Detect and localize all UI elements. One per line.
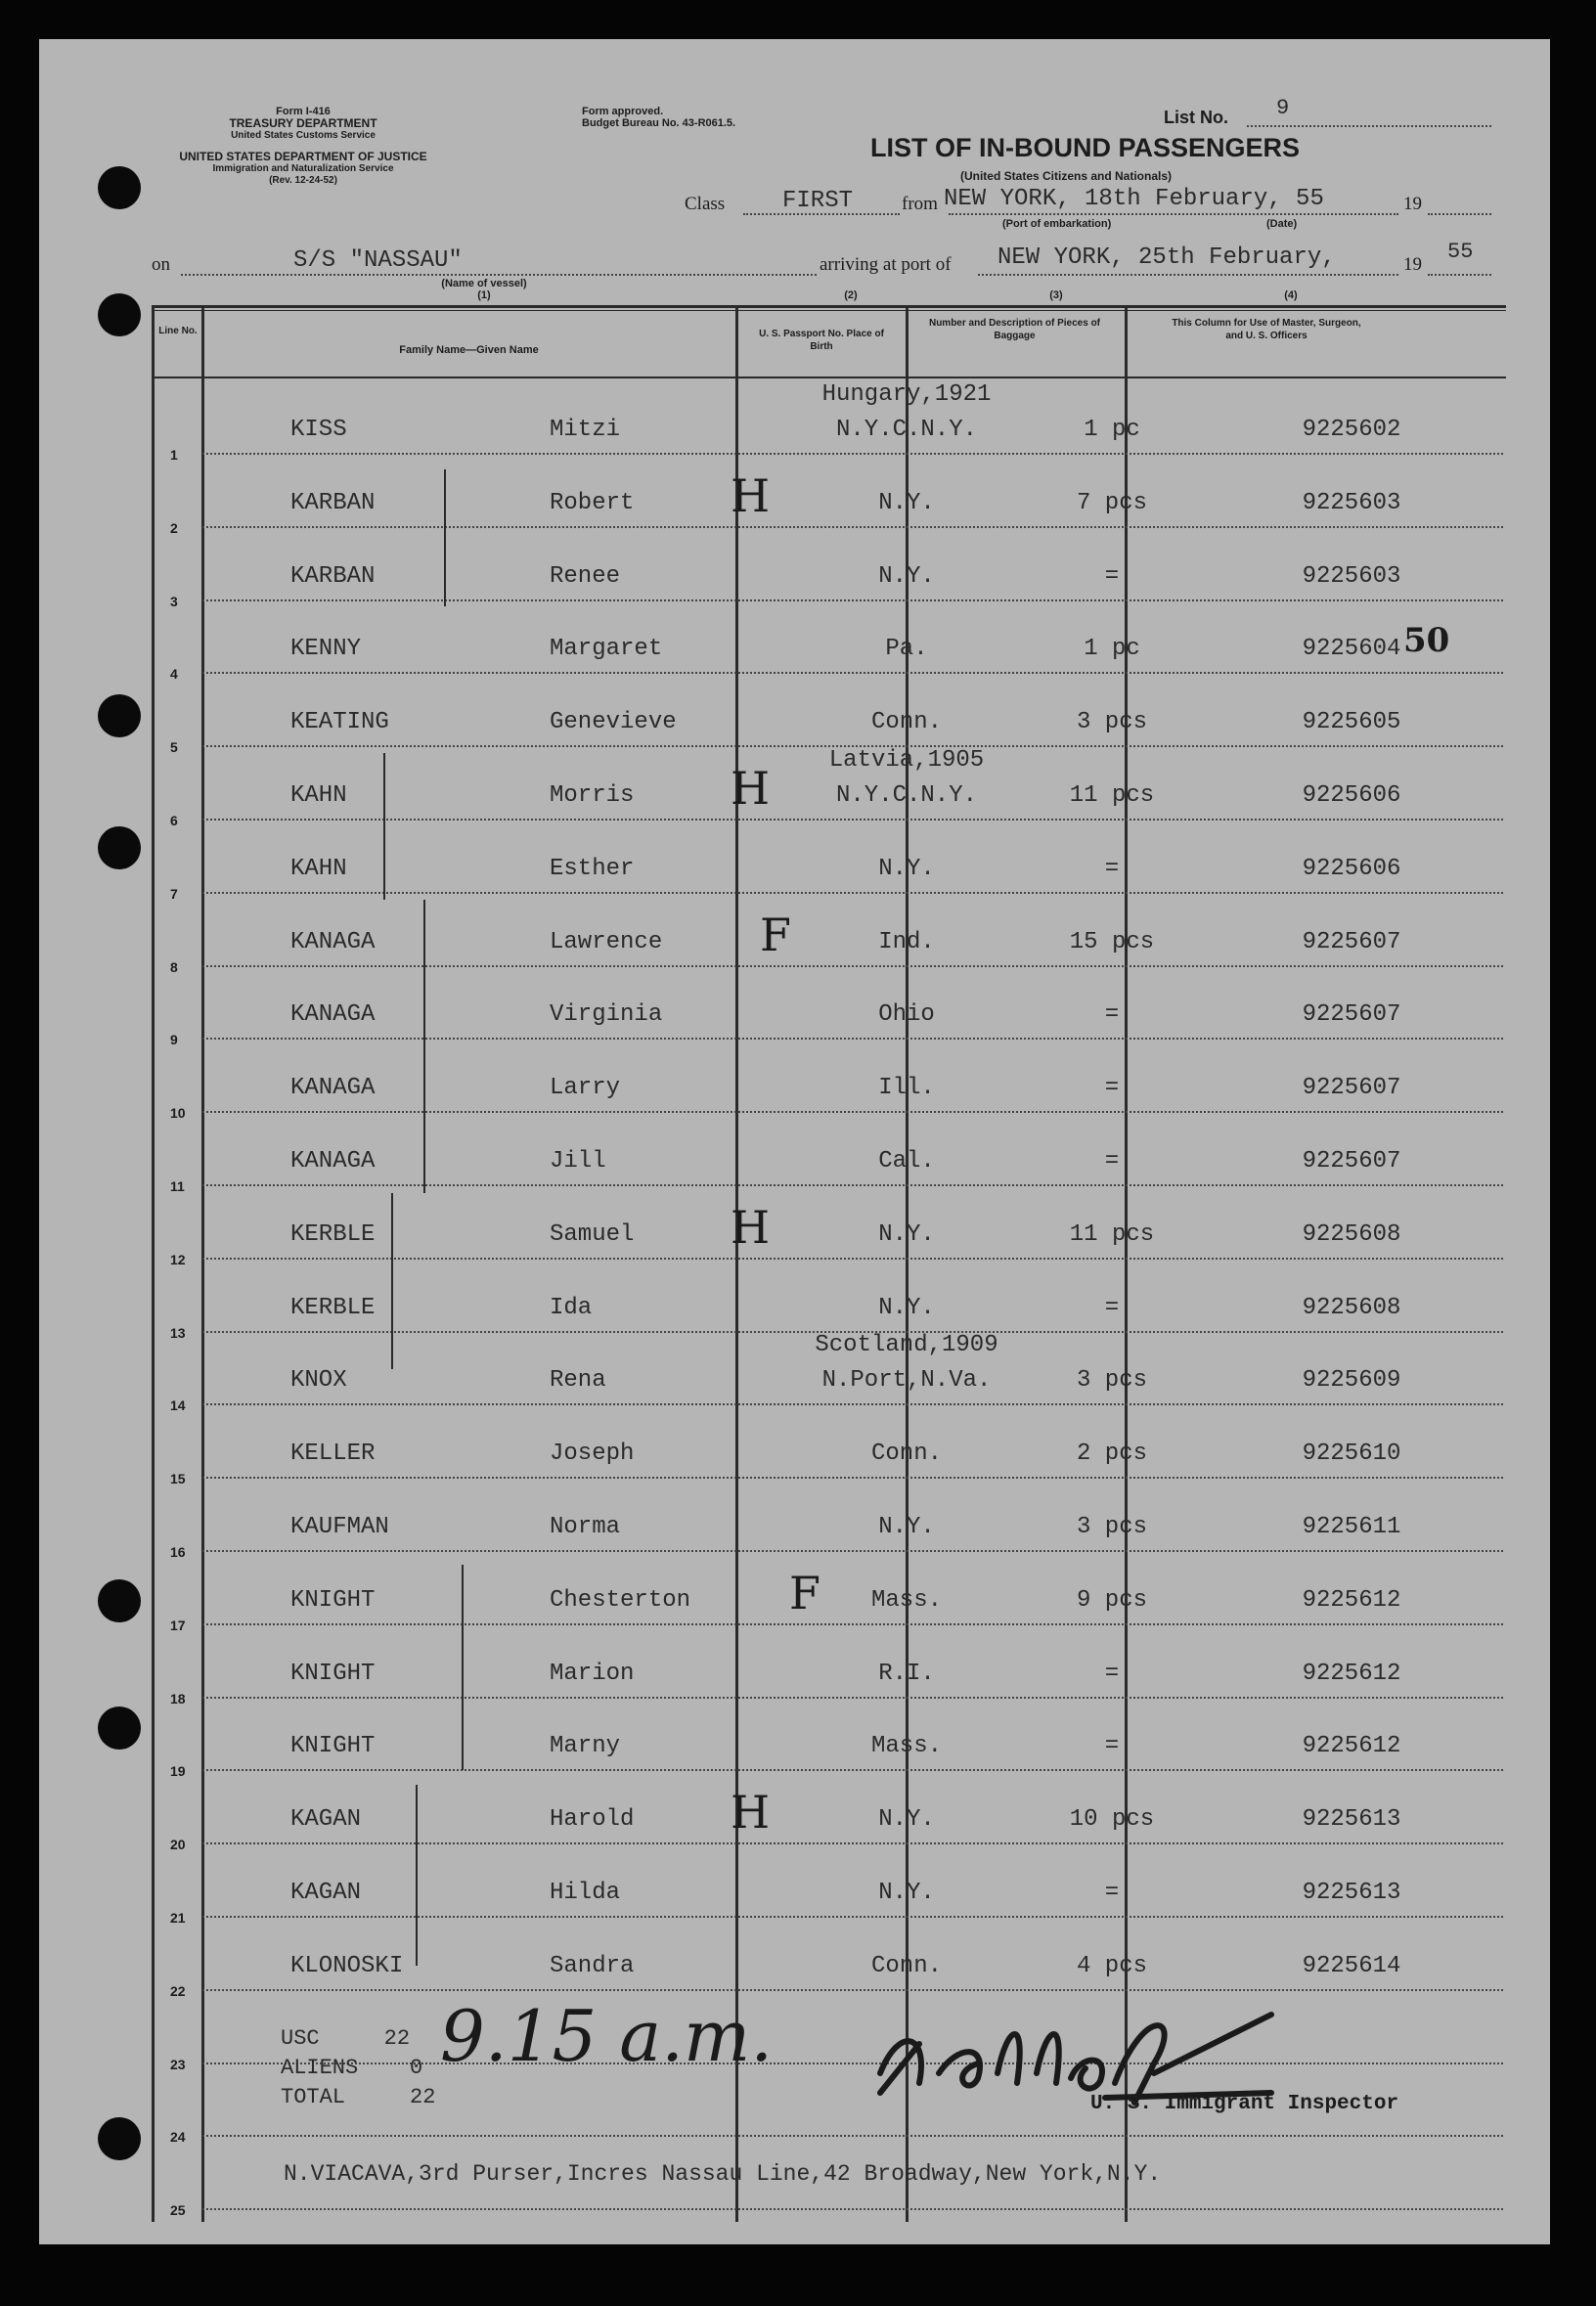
baggage-count: 15 pcs [1069,928,1155,955]
baggage-count: 11 pcs [1069,1220,1155,1248]
handwritten-mark: H [731,1786,771,1840]
handwritten-mark: F [760,908,791,961]
line-number: 1 [170,447,178,463]
officer-number: 9225608 [1302,1294,1401,1321]
line-number: 24 [170,2129,186,2146]
table-row [170,600,1503,683]
line-number: 8 [170,958,178,975]
officer-number: 9225612 [1302,1733,1401,1760]
given-name: Harold [550,1806,635,1834]
date-label: (Date) [1266,218,1298,230]
col-line-no: Line No. [158,326,198,336]
col-family-given: Family Name—Given Name [399,344,539,356]
table-row [170,674,1503,756]
baggage-count: 3 pcs [1076,1367,1147,1395]
officer-number: 9225613 [1302,1806,1401,1834]
department-of-justice: UNITED STATES DEPARTMENT OF JUSTICE [179,150,427,163]
place-of-birth: Cal. [878,1148,935,1175]
arriving-label: arriving at port of [820,254,952,275]
place-of-birth: Conn. [870,709,942,736]
binder-hole [98,2117,141,2160]
aliens-label: ALIENS [281,2056,359,2080]
table-row [170,966,1503,1048]
place-of-birth: Conn. [870,1952,942,1979]
baggage-count: 10 pcs [1069,1806,1155,1834]
officer-number: 9225602 [1302,417,1401,443]
list-no-label: List No. [1164,108,1228,127]
baggage-count: 7 pcs [1076,489,1147,516]
vessel-label: (Name of vessel) [441,278,527,289]
officer-number: 9225612 [1302,1586,1401,1614]
baggage-count: 4 pcs [1076,1952,1147,1979]
usc-value: 22 [383,2026,411,2051]
family-name: KNIGHT [290,1733,376,1760]
arrival-year: 55 [1447,240,1474,264]
handwritten-time: 9.15 a.m. [440,1995,774,2077]
margin-note: 50 [1403,621,1450,660]
line-number: 13 [170,1324,186,1341]
table-row [170,894,1503,975]
given-name: Rena [550,1367,606,1395]
given-name: Jill [550,1148,606,1175]
col-num-4: (4) [1284,289,1298,301]
baggage-count: = [1104,1001,1120,1029]
officer-number: 9225606 [1302,782,1401,809]
officer-number: 9225607 [1302,1001,1401,1029]
binder-hole [98,1707,141,1750]
family-name: KLONOSKI [290,1952,404,1979]
binder-hole [98,826,141,869]
line-number: 10 [170,1105,186,1122]
col-baggage: Number and Description of Pieces of Baggage [928,318,1101,341]
officer-number: 9225609 [1302,1367,1401,1395]
family-name: KARBAN [290,562,376,590]
table-row [170,1186,1503,1267]
table-row [170,1040,1503,1122]
col-num-2: (2) [844,289,858,301]
given-name: Morris [550,782,635,809]
line-number: 12 [170,1251,186,1267]
family-name: KAGAN [290,1880,362,1906]
place-of-birth: N.Port,N.Va. [821,1367,992,1395]
total-value: 22 [410,2085,436,2109]
officer-number: 9225606 [1302,855,1401,882]
given-name: Marion [550,1660,635,1687]
table-row [170,528,1503,609]
given-name: Robert [550,489,635,516]
officer-number: 9225603 [1302,562,1401,590]
given-name: Norma [550,1514,621,1540]
baggage-count: 2 pcs [1076,1441,1147,1468]
binder-hole [98,293,141,336]
line-number: 18 [170,1690,186,1707]
family-name: KAUFMAN [290,1514,389,1540]
family-name: KANAGA [290,1075,376,1102]
place-of-birth: Ill. [878,1075,935,1102]
place-of-birth: N.Y. [878,1880,935,1906]
given-name: Chesterton [550,1586,691,1614]
place-of-birth: N.Y.C.N.Y. [835,782,978,809]
from-label: from [902,194,938,214]
handwritten-mark: H [731,762,771,815]
line-number: 5 [170,739,178,756]
usc-label: USC [281,2026,320,2051]
line-number: 16 [170,1544,186,1560]
on-label: on [152,254,170,275]
place-of-birth: N.Y. [878,1514,935,1540]
family-name: KNOX [290,1367,347,1395]
vessel-col-num: (1) [477,289,491,301]
handwritten-mark: H [731,1200,771,1254]
baggage-count: = [1104,1660,1120,1687]
birth-country-year: Hungary,1921 [821,381,992,408]
officer-number: 9225604 [1302,636,1401,663]
form-page [39,39,1550,2244]
place-of-birth: Mass. [870,1733,942,1760]
family-name: KENNY [290,636,362,663]
family-name: KAHN [290,855,347,882]
col-num-3: (3) [1049,289,1063,301]
line-number: 7 [170,885,178,902]
table-row [170,747,1503,828]
place-of-birth: R.I. [878,1660,935,1687]
treasury-department: TREASURY DEPARTMENT [229,116,377,130]
line-number: 22 [170,1982,186,1999]
officer-number: 9225608 [1302,1220,1401,1248]
baggage-count: = [1104,1075,1120,1102]
baggage-count: = [1104,562,1120,590]
line-number: 19 [170,1763,186,1780]
baggage-count: = [1104,855,1120,882]
form-approved: Form approved. [582,106,664,117]
officer-number: 9225607 [1302,1075,1401,1102]
line-number: 25 [170,2202,186,2219]
family-name: KELLER [290,1441,376,1468]
officer-number: 9225605 [1302,709,1401,736]
line-number: 20 [170,1837,186,1853]
line-number: 11 [170,1178,185,1194]
given-name: Larry [550,1075,621,1102]
officer-number: 9225613 [1302,1880,1401,1906]
given-name: Virginia [550,1001,663,1029]
family-name: KNIGHT [290,1660,376,1687]
place-of-birth: Ind. [878,928,935,955]
place-of-birth: N.Y. [878,1294,935,1321]
family-name: KANAGA [290,1001,376,1029]
birth-country-year: Latvia,1905 [828,747,985,774]
totals-block [281,2024,435,2112]
baggage-count: 3 pcs [1076,1514,1147,1540]
given-name: Genevieve [550,709,677,736]
given-name: Lawrence [550,928,663,955]
from-value: NEW YORK, 18th February, 55 [944,186,1324,212]
revision-date: (Rev. 12-24-52) [269,175,337,186]
place-of-birth: N.Y. [878,562,935,590]
table-row [170,455,1503,536]
officer-number: 9225603 [1302,489,1401,516]
baggage-count: = [1104,1148,1120,1175]
line-number: 2 [170,519,178,536]
given-name: Esther [550,855,635,882]
budget-bureau: Budget Bureau No. 43-R061.5. [582,117,736,129]
birth-country-year: Scotland,1909 [815,1332,998,1359]
place-of-birth: Mass. [870,1586,942,1614]
place-of-birth: N.Y.C.N.Y. [835,417,978,443]
table-row [170,820,1503,902]
family-name: KAHN [290,782,347,809]
customs-service: United States Customs Service [231,130,376,141]
given-name: Mitzi [550,417,621,443]
family-name: KERBLE [290,1294,376,1321]
line-number: 3 [170,593,178,609]
line-number: 17 [170,1617,186,1633]
total-label: TOTAL [281,2085,346,2109]
col-passport-place: U. S. Passport No. Place of Birth [759,329,884,352]
given-name: Joseph [550,1441,635,1468]
officer-number: 9225611 [1302,1514,1401,1540]
table-row [170,1260,1503,1341]
family-name: KNIGHT [290,1586,376,1614]
line-number: 23 [170,2056,186,2072]
officer-number: 9225612 [1302,1660,1401,1687]
year-prefix-from: 19 [1403,194,1422,214]
inspector-label: U. S. Immigrant Inspector [1090,2093,1399,2115]
family-name: KISS [290,417,347,443]
place-of-birth: N.Y. [878,1806,935,1834]
officer-number: 9225614 [1302,1952,1401,1979]
table-row [170,381,1503,463]
binder-hole [98,1579,141,1622]
baggage-count: 3 pcs [1076,709,1147,736]
given-name: Renee [550,562,621,590]
vessel-name: S/S "NASSAU" [293,247,463,274]
line-number: 9 [170,1032,178,1048]
class-value: FIRST [782,188,854,214]
family-name: KERBLE [290,1220,376,1248]
year-prefix-arrive: 19 [1403,254,1422,275]
port-embarkation-label: (Port of embarkation) [1002,218,1112,230]
given-name: Hilda [550,1880,621,1906]
line-number: 21 [170,1910,186,1926]
baggage-count: = [1104,1294,1120,1321]
place-of-birth: Pa. [885,636,928,663]
line-number: 4 [170,666,178,683]
line-number: 14 [170,1397,186,1414]
page-subtitle: (United States Citizens and Nationals) [959,169,1173,183]
form-number: Form I-416 [276,106,331,117]
place-of-birth: N.Y. [878,855,935,882]
purser-line: N.VIACAVA,3rd Purser,Incres Nassau Line,42 Broadway,New York,N.Y. [284,2161,1162,2187]
baggage-count: 1 pc [1084,417,1140,443]
given-name: Sandra [550,1952,635,1979]
handwritten-mark: H [731,468,771,522]
arriving-port: NEW YORK, 25th February, [998,244,1336,271]
handwritten-mark: F [789,1566,820,1619]
line-number: 15 [170,1471,186,1487]
baggage-count: 1 pc [1084,636,1140,663]
family-name: KANAGA [290,1148,376,1175]
given-name: Margaret [550,636,663,663]
family-name: KANAGA [290,928,376,955]
binder-hole [98,694,141,737]
list-no-value: 9 [1276,96,1290,120]
officer-number: 9225610 [1302,1441,1401,1468]
baggage-count: 11 pcs [1069,782,1155,809]
col-officers: This Column for Use of Master, Surgeon, and U. S. Officers [1172,318,1361,341]
ins-service: Immigration and Naturalization Service [212,163,394,174]
officer-number: 9225607 [1302,1148,1401,1175]
family-name: KEATING [290,709,389,736]
place-of-birth: Ohio [878,1001,935,1029]
baggage-count: 9 pcs [1076,1586,1147,1614]
aliens-value: 0 [410,2056,423,2080]
given-name: Samuel [550,1220,635,1248]
class-label: Class [685,194,726,214]
family-name: KARBAN [290,489,376,516]
binder-hole [98,166,141,209]
officer-number: 9225607 [1302,928,1401,955]
given-name: Ida [550,1294,593,1321]
given-name: Marny [550,1733,621,1760]
family-name: KAGAN [290,1806,362,1834]
baggage-count: = [1104,1733,1120,1760]
page-title: LIST OF IN-BOUND PASSENGERS [870,133,1301,162]
line-number: 6 [170,813,178,828]
place-of-birth: N.Y. [878,1220,935,1248]
place-of-birth: Conn. [870,1441,942,1468]
place-of-birth: N.Y. [878,489,935,516]
baggage-count: = [1104,1880,1120,1906]
